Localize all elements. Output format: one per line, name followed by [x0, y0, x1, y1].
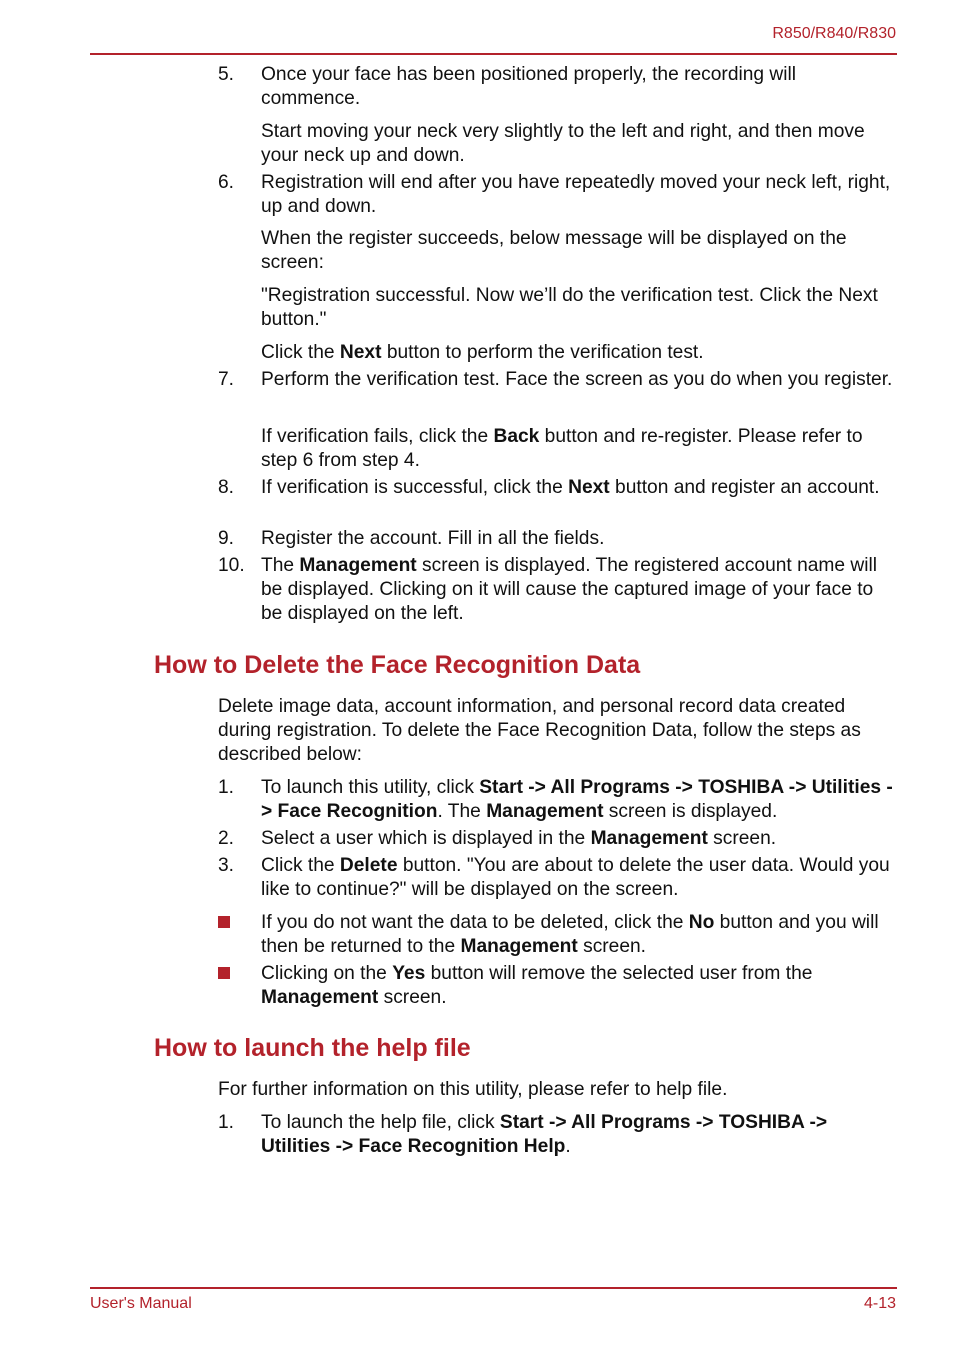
help-section-intro: For further information on this utility, please refer to help file. [218, 1079, 728, 1100]
delete-step-3-text: Click the Delete button. "You are about to delete the user data. Would you like to continue?" will be displayed on the screen. [261, 855, 890, 900]
delete-step-1-text: To launch this utility, click Start -> All Programs -> TOSHIBA -> Utilities -> Face Recognition. The Management screen is displayed. [261, 777, 893, 822]
step-7-text: Perform the verification test. Face the screen as you do when you register. [261, 369, 893, 390]
delete-step-2-number: 2. [218, 828, 235, 849]
step-8-number: 8. [218, 477, 235, 498]
delete-section-intro: Delete image data, account information, and personal record data created during registration. To delete the Face Recognition Data, follow the steps as described below: [218, 696, 861, 765]
help-section-heading: How to launch the help file [154, 1034, 471, 1062]
step-9-text: Register the account. Fill in all the fields. [261, 528, 605, 549]
step-8-text: If verification is successful, click the Next button and register an account. [261, 477, 880, 498]
delete-step-2-text: Select a user which is displayed in the Management screen. [261, 828, 777, 849]
step-5-note: Start moving your neck very slightly to the left and right, and then move your neck up and down. [261, 121, 865, 166]
bullet-square-icon [218, 967, 230, 979]
step-6-note-3: Click the Next button to perform the verification test. [261, 342, 704, 363]
step-6-number: 6. [218, 172, 235, 193]
step-5-text: Once your face has been positioned properly, the recording will commence. [261, 64, 797, 109]
header-model: R850/R840/R830 [772, 25, 896, 42]
step-10-text: The Management screen is displayed. The registered account name will be displayed. Clicking on it will cause the captured image of your face to be displayed on the left. [261, 555, 878, 624]
step-6-text: Registration will end after you have repeatedly moved your neck left, right, up and down. [261, 172, 891, 217]
delete-step-3-number: 3. [218, 855, 235, 876]
step-5-number: 5. [218, 64, 235, 85]
delete-bullet-2-text: Clicking on the Yes button will remove the selected user from the Management screen. [261, 963, 813, 1008]
footer-rule [90, 1287, 897, 1289]
step-9-number: 9. [218, 528, 235, 549]
step-7-note: If verification fails, click the Back button and re-register. Please refer to step 6 from step 4. [261, 426, 863, 471]
header-rule [90, 53, 897, 55]
step-6-note-1: When the register succeeds, below message will be displayed on the screen: [261, 228, 847, 273]
bullet-square-icon [218, 916, 230, 928]
delete-bullet-1-text: If you do not want the data to be deleted, click the No button and you will then be returned to the Management screen. [261, 912, 879, 957]
help-step-1-text: To launch the help file, click Start -> All Programs -> TOSHIBA -> Utilities -> Face Recognition Help. [261, 1112, 828, 1157]
help-step-1-number: 1. [218, 1112, 235, 1133]
footer-manual-title: User's Manual [90, 1295, 192, 1312]
step-10-number: 10. [218, 555, 245, 576]
footer-page-number: 4-13 [863, 1295, 896, 1312]
step-6-note-2: "Registration successful. Now we’ll do the verification test. Click the Next button." [261, 285, 878, 330]
delete-step-1-number: 1. [218, 777, 235, 798]
delete-section-heading: How to Delete the Face Recognition Data [154, 651, 641, 679]
step-7-number: 7. [218, 369, 235, 390]
